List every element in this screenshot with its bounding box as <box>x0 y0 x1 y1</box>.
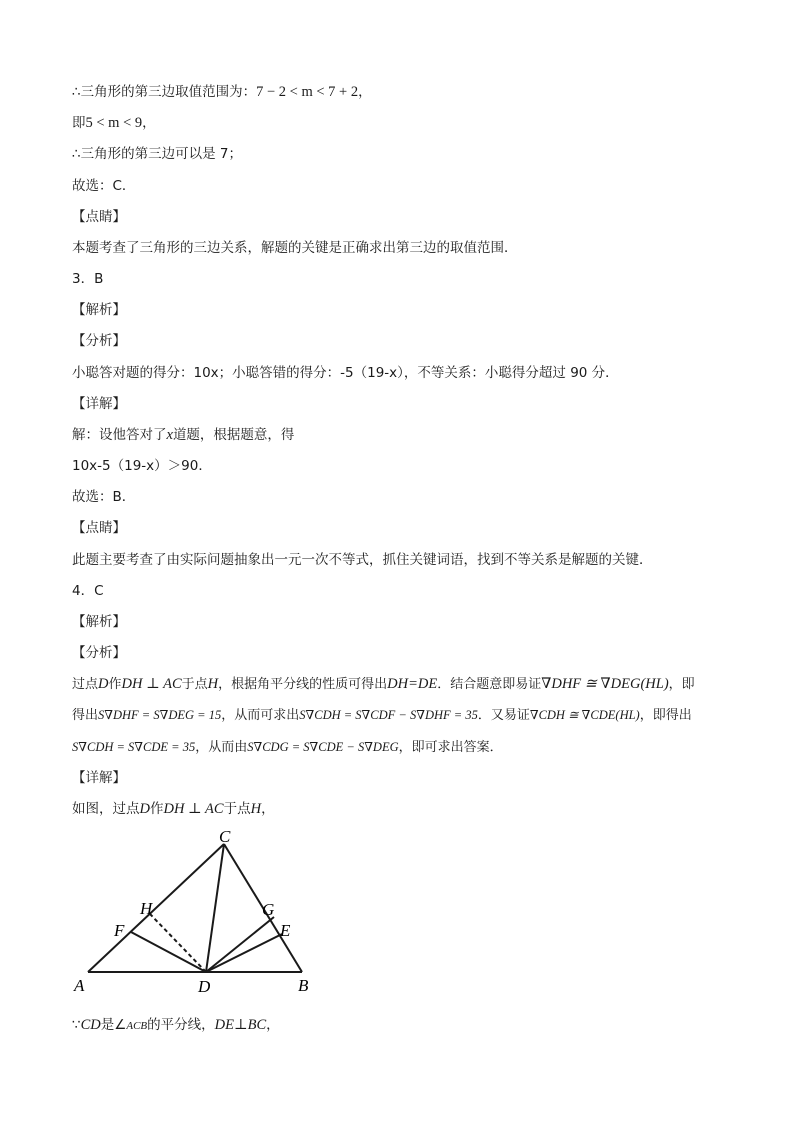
line-18: 【解析】 <box>72 614 126 630</box>
line-5: 【点睛】 <box>72 209 126 225</box>
line-7: 3．B <box>72 271 104 287</box>
side-AC <box>88 844 224 972</box>
segment-DG <box>206 917 274 972</box>
line-10: 小聪答对题的得分：10x；小聪答错的得分：-5（19-x），不等关系：小聪得分超过 90 分． <box>72 365 619 381</box>
label-D: D <box>198 977 211 996</box>
line-15: 【点睛】 <box>72 520 126 536</box>
label-A: A <box>74 976 85 995</box>
label-E: E <box>280 921 291 940</box>
line-25: ∵CD是∠ACB的平分线，DE⊥BC， <box>72 1017 280 1033</box>
line-11: 【详解】 <box>72 396 126 412</box>
line-1: ∴三角形的第三边取值范围为：7 − 2 < m < 7 + 2， <box>72 84 372 100</box>
label-B: B <box>298 976 309 995</box>
segment-DH-dashed <box>150 914 206 972</box>
line-2: 即5 < m < 9， <box>72 115 156 131</box>
line-4: 故选：C． <box>72 178 136 194</box>
segment-DE <box>206 934 282 972</box>
line-21: 得出S∇DHF = S∇DEG = 15，从而可求出S∇CDH = S∇CDF − S∇DHF = 35．又易证∇CDH ≅ ∇CDE(HL)，即得出 <box>72 708 692 723</box>
line-16: 此题主要考查了由实际问题抽象出一元一次不等式，抓住关键词语，找到不等关系是解题的关键． <box>72 552 653 568</box>
line-13: 10x-5（19-x）＞90． <box>72 458 212 474</box>
label-G: G <box>262 900 275 919</box>
line-23: 【详解】 <box>72 770 126 786</box>
label-F: F <box>114 921 125 940</box>
segment-DF <box>131 932 206 972</box>
math-range: 7 − 2 < m < 7 + 2 <box>256 84 359 100</box>
label-H: H <box>140 899 153 918</box>
line-17: 4．C <box>72 583 104 599</box>
triangle-figure <box>70 828 330 1000</box>
line-6: 本题考查了三角形的三边关系，解题的关键是正确求出第三边的取值范围． <box>72 240 518 256</box>
line-14: 故选：B． <box>72 489 136 505</box>
segment-CD <box>206 844 224 972</box>
line-9: 【分析】 <box>72 333 126 349</box>
line-20: 过点D作DH ⊥ AC于点H，根据角平分线的性质可得出DH=DE．结合题意即易证∇DHF ≅ ∇DEG(HL)，即 <box>72 676 695 692</box>
label-C: C <box>219 828 231 846</box>
line-3: ∴三角形的第三边可以是 7； <box>72 146 242 162</box>
line-24: 如图，过点D作DH ⊥ AC于点H， <box>72 801 275 817</box>
line-22: S∇CDH = S∇CDE = 35，从而由S∇CDG = S∇CDE − S∇DEG，即可求出答案． <box>72 740 503 755</box>
line-12: 解：设他答对了x道题，根据题意，得 <box>72 427 295 443</box>
line-8: 【解析】 <box>72 302 126 318</box>
line-19: 【分析】 <box>72 645 126 661</box>
